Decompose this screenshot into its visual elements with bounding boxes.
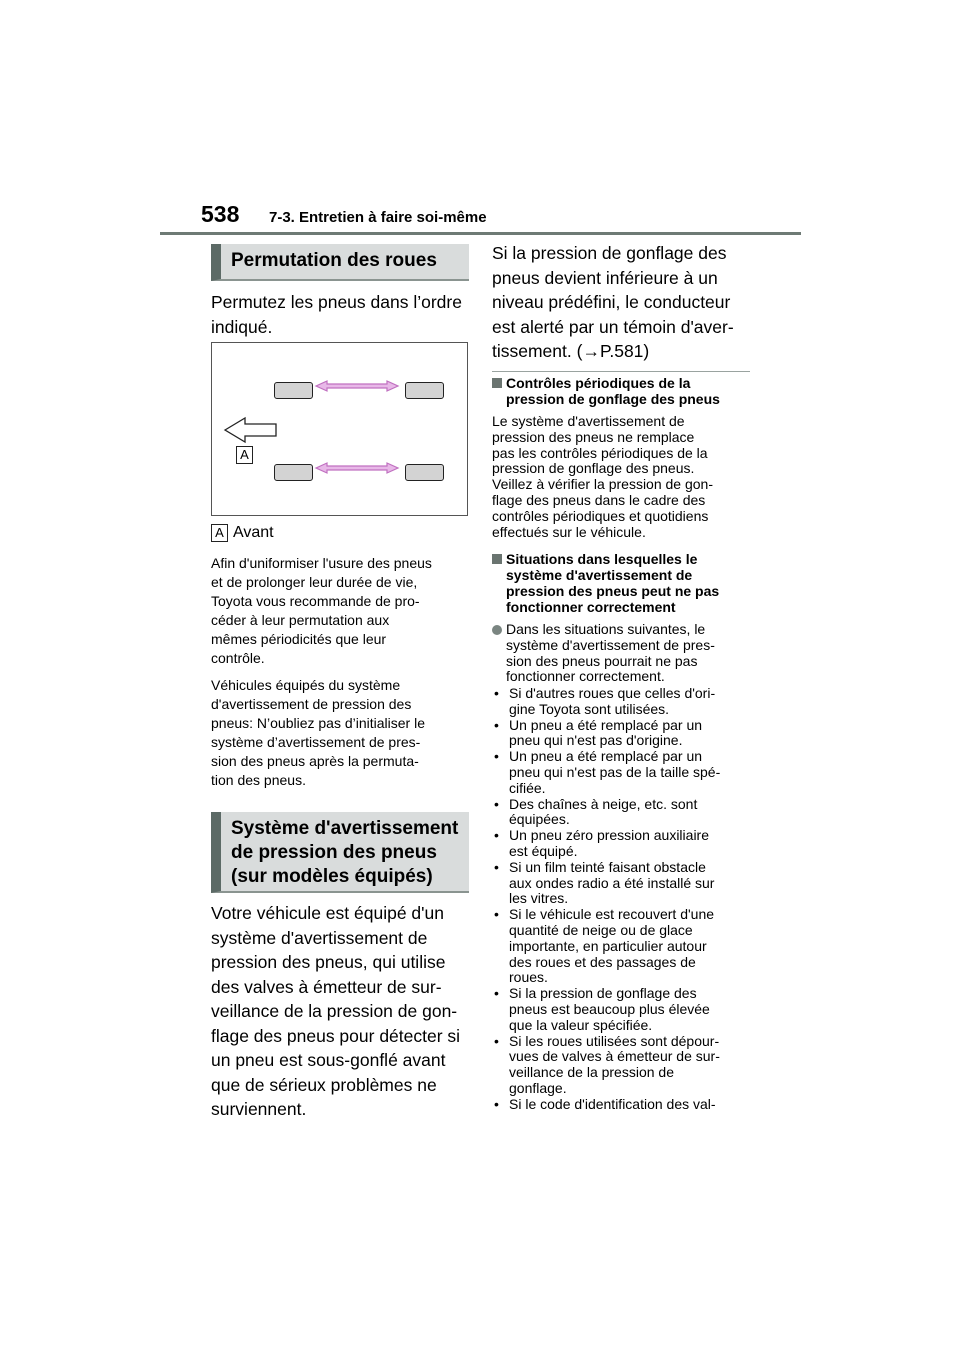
list-item: • Un pneu a été remplacé par un pneu qui n'est pas de la taille spé- cifiée. xyxy=(492,749,754,796)
tpms-description: Votre véhicule est équipé d'un système d'avertissement de pression des pneus, qui utilise des valves à émetteur de sur- veillance de la pression de gon- flage des pneus pour détecter si un pneu est sous-gonflé avant que de sérieux problèmes ne surviennent. xyxy=(211,903,461,1119)
list-item: • Si le véhicule est recouvert d'une quantité de neige ou de glace importante, en particulier autour des roues et des passages de roues. xyxy=(492,907,754,986)
front-label-marker: A xyxy=(236,446,253,464)
situations-list xyxy=(492,686,754,1113)
subheading-periodic-checks: Contrôles périodiques de la pression de gonflage des pneus xyxy=(492,375,754,407)
heading-tire-rotation: Permutation des roues xyxy=(211,244,469,281)
tpms-initialize-note: Véhicules équipés du système d'avertissement de pression des pneus: N’oubliez pas d’initialiser le système d’avertissement de pres- sion des pneus après la permuta- tion des pneus. xyxy=(211,677,426,788)
legend-front xyxy=(211,524,274,542)
legend-label-marker: A xyxy=(211,524,228,542)
list-item: • Si le code d'identification des val- xyxy=(492,1097,754,1113)
subheading-malfunction-situations: Situations dans lesquelles le système d'avertissement de pression des pneus peut ne pas fonctionner correctement xyxy=(492,551,754,615)
rotation-intro: Permutez les pneus dans l’ordre indiqué. xyxy=(211,292,462,337)
front-swap-arrow-icon xyxy=(316,381,398,391)
list-item: • Un pneu a été remplacé par un pneu qui n'est pas d'origine. xyxy=(492,718,754,750)
list-item: • Des chaînes à neige, etc. sont équipées. xyxy=(492,797,754,829)
rear-swap-arrow-icon xyxy=(316,463,398,473)
heading-tpms: Système d'avertissement de pression des pneus (sur modèles équipés) xyxy=(211,812,469,893)
page-number: 538 xyxy=(201,201,240,227)
divider-rule xyxy=(492,371,750,372)
rotation-paragraph: Afin d'uniformiser l'usure des pneus et de prolonger leur durée de vie, Toyota vous recommande de pro- céder à leur permutation aux mêmes périodicités que leur contrôle. xyxy=(211,555,432,666)
list-item: • Si la pression de gonflage des pneus est beaucoup plus élevée que la valeur spécifiée. xyxy=(492,986,754,1033)
list-item: • Si d'autres roues que celles d'ori- gine Toyota sont utilisées. xyxy=(492,686,754,718)
tire-rotation-diagram xyxy=(211,342,468,516)
square-bullet-icon xyxy=(492,554,502,564)
situations-intro: Dans les situations suivantes, le système d'avertissement de pres- sion des pneus pourrait ne pas fonctionner correctement. xyxy=(492,622,754,685)
header-rule xyxy=(160,232,801,235)
periodic-checks-text: Le système d'avertissement de pression des pneus ne remplace pas les contrôles périodiques de la pression de gonflage des pneus. Veillez à vérifier la pression de gon- flage des pneus dans le cadre des contrôles périodiques et quotidiens effectués sur le véhicule. xyxy=(492,413,714,540)
square-bullet-icon xyxy=(492,378,502,388)
legend-text: Avant xyxy=(233,524,274,542)
list-item: • Si les roues utilisées sont dépour- vues de valves à émetteur de sur- veillance de la pression de gonflage. xyxy=(492,1034,754,1097)
list-item: • Si un film teinté faisant obstacle aux ondes radio a été installé sur les vitres. xyxy=(492,860,754,907)
list-item: • Un pneu zéro pression auxiliaire est équipé. xyxy=(492,828,754,860)
front-direction-arrow-icon xyxy=(225,418,276,442)
circle-bullet-icon xyxy=(492,625,502,635)
section-title: 7-3. Entretien à faire soi-même xyxy=(269,209,487,226)
rotation-arrows xyxy=(212,343,469,517)
tpms-warning-intro: Si la pression de gonflage des pneus devient inférieure à un niveau prédéfini, le conducteur est alerté par un témoin d'aver- tissement. (→P.581) xyxy=(492,243,734,361)
